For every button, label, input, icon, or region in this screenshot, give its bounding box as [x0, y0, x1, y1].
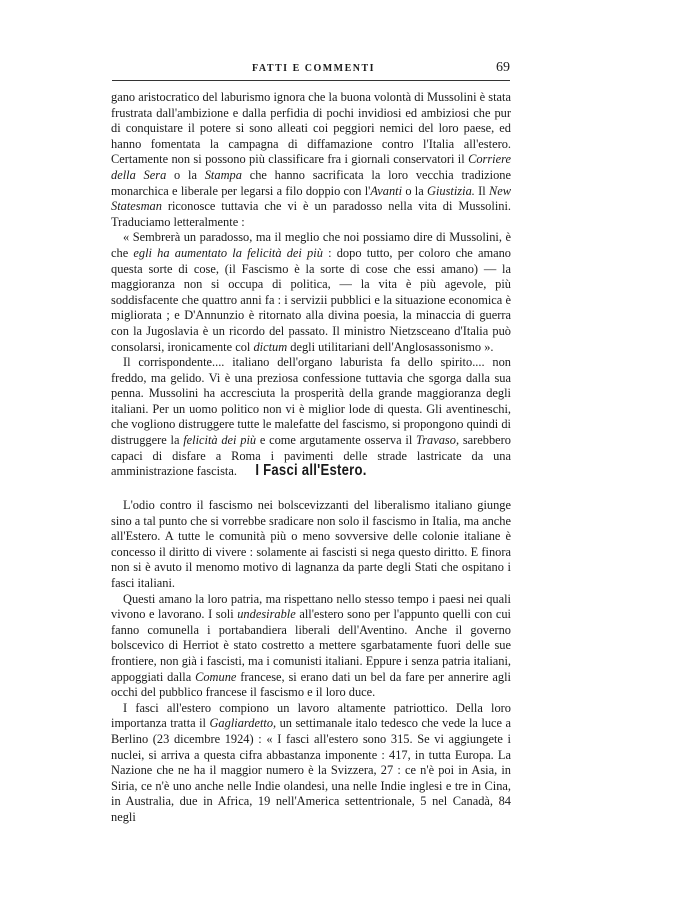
text-run: degli utilitariani dell'Anglosassonismo ». — [287, 339, 494, 354]
paragraph — [111, 701, 511, 826]
italic-run: Gagliardetto, — [209, 716, 277, 731]
italic-run: dictum — [253, 339, 288, 354]
body-text-lower — [111, 498, 511, 825]
text-run: : dopo tutto, per coloro che amano questa sorte di cose, (il Fascismo è la sorte di cose che essi amano) — la maggioranza non si occupa di politica, — la vita è più agevole, più soddisfacente che quattro anni fa : i servizii pubblici e la situazione economica è migliorata ; e D'Annunzio è ritornato alla divina poesia, la minaccia di guerra con la Jugoslavia è un ricordo del passato. Il ministro Nietzsceano d'Italia può consolarsi, ironicamente col — [111, 245, 512, 354]
text-run: Questi amano la loro patria, ma rispettano nello stesso tempo i paesi nei quali vivono e lavorano. I soli — [111, 591, 511, 622]
text-run: « Sembrerà un paradosso, ma il meglio che noi possiamo dire di Mussolini, è che — [111, 230, 511, 260]
section-heading: I Fasci all'Estero. — [255, 462, 367, 479]
italic-run: Avanti — [370, 183, 403, 198]
text-run: e come argutamente osserva il — [256, 433, 417, 448]
italic-run: egli ha aumentato la felicità dei più — [133, 245, 323, 260]
italic-run: undesirable — [237, 607, 296, 622]
text-run: Il corrispondente.... italiano dell'organo laburista fa dello spirito.... non freddo, ma gelido. Vi è una preziosa confessione tuttavia che sgorga dalla sua penna. Mussolini ha accresciuta la prosperità della grande maggioranza degli italiani. Per un uomo politico non vi è miglior lode di questa. Gli aventineschi, che vogliono distruggere tutte le malefatte del fascismo, si propongono quindi di distruggere la — [111, 355, 511, 448]
italic-run: felicità dei più — [183, 433, 257, 448]
text-run: L'odio contro il fascismo nei bolscevizzanti del liberalismo italiano giunge sino a tal punto che si vorrebbe sradicare non solo il fascismo in Italia, ma anche all'Estero. A tutte le comunità più o meno sovversive delle colonie italiane è concesso il diritto di vivere : solamente ai fascisti si nega questo diritto. E finora non si è avuto il menomo motivo di lagnanza da parte degli Stati che ospitano i fasci italiani. — [111, 498, 511, 590]
text-run: sarebbero capaci di disfare a Roma i pavimenti delle strade lastricate da una amministrazione fascista. — [111, 433, 511, 479]
page-number: 69 — [496, 60, 510, 75]
running-title: FATTI E COMMENTI — [252, 63, 376, 74]
text-run: gano aristocratico del laburismo ignora che la buona volontà di Mussolini è stata frustrata dall'ambizione e dalla perfidia di pochi invidiosi ed ambiziosi che pur di conquistare il potere si sono alleati coi peggiori nemici del loro paese, ed hanno fomentata la campagna di diffamazione contro l'Italia all'estero. Certamente non si possono più classificare fra i giornali conservatori il — [111, 90, 511, 167]
italic-run: Corriere della Sera — [111, 152, 511, 182]
page-header — [112, 60, 510, 78]
paragraph — [111, 592, 511, 701]
header-rule — [112, 80, 510, 81]
italic-run: Stampa — [204, 167, 242, 182]
text-run: un settimanale italo tedesco che vede la luce a Berlino (23 dicembre 1924) : « I fasci all'estero sono 315. Se vi aggiungete i nuclei, si arriva a questa cifra abbastanza imponente : 417, in tutta Europa. La Nazione che ne ha il maggior numero è la Svizzera, 27 : ce n'è poi in Asia, in Siria, ce n'è uno anche nelle Indie olandesi, una nelle Indie inglesi e tre in Cina, in Australia, due in Africa, 19 nell'America settentrionale, 5 nel Canadà, 84 negli — [111, 716, 511, 824]
text-run: francese, si erano dati un bel da fare per annerire agli occhi del pubblico francese il fascismo e il loro duce. — [111, 669, 511, 700]
text-run: o la — [402, 183, 428, 198]
text-run: all'estero sono per l'appunto quelli con cui fanno comunella i portabandiera liberali dell'Aventino. Anche il governo bolscevico di Herriot è stato costretto a mettere sgarbatamente fuori delle sue frontiere, non già i fascisti, ma i comunisti italiani. Eppure i senza patria italiani, appoggiati dalla — [111, 607, 511, 684]
text-run: Il — [474, 183, 489, 198]
italic-run: Giustizia. — [427, 183, 475, 198]
paragraph — [111, 90, 511, 230]
text-run: che hanno sacrificata la loro vecchia tradizione monarchica e liberale per legarsi a filo doppio con l' — [111, 167, 511, 198]
paragraph — [111, 498, 511, 592]
body-text-upper — [111, 90, 511, 480]
text-run: riconosce tuttavia che vi è un paradosso nella vita di Mussolini. Traduciamo letteralmente : — [111, 199, 511, 229]
italic-run: Comune — [195, 669, 237, 684]
text-run: o la — [166, 167, 205, 182]
text-run: I fasci all'estero compiono un lavoro altamente patriottico. Della loro importanza tratta il — [111, 700, 511, 731]
italic-run: New Statesman — [111, 183, 512, 214]
quotation-paragraph — [111, 230, 511, 355]
italic-run: Travaso, — [416, 433, 460, 448]
